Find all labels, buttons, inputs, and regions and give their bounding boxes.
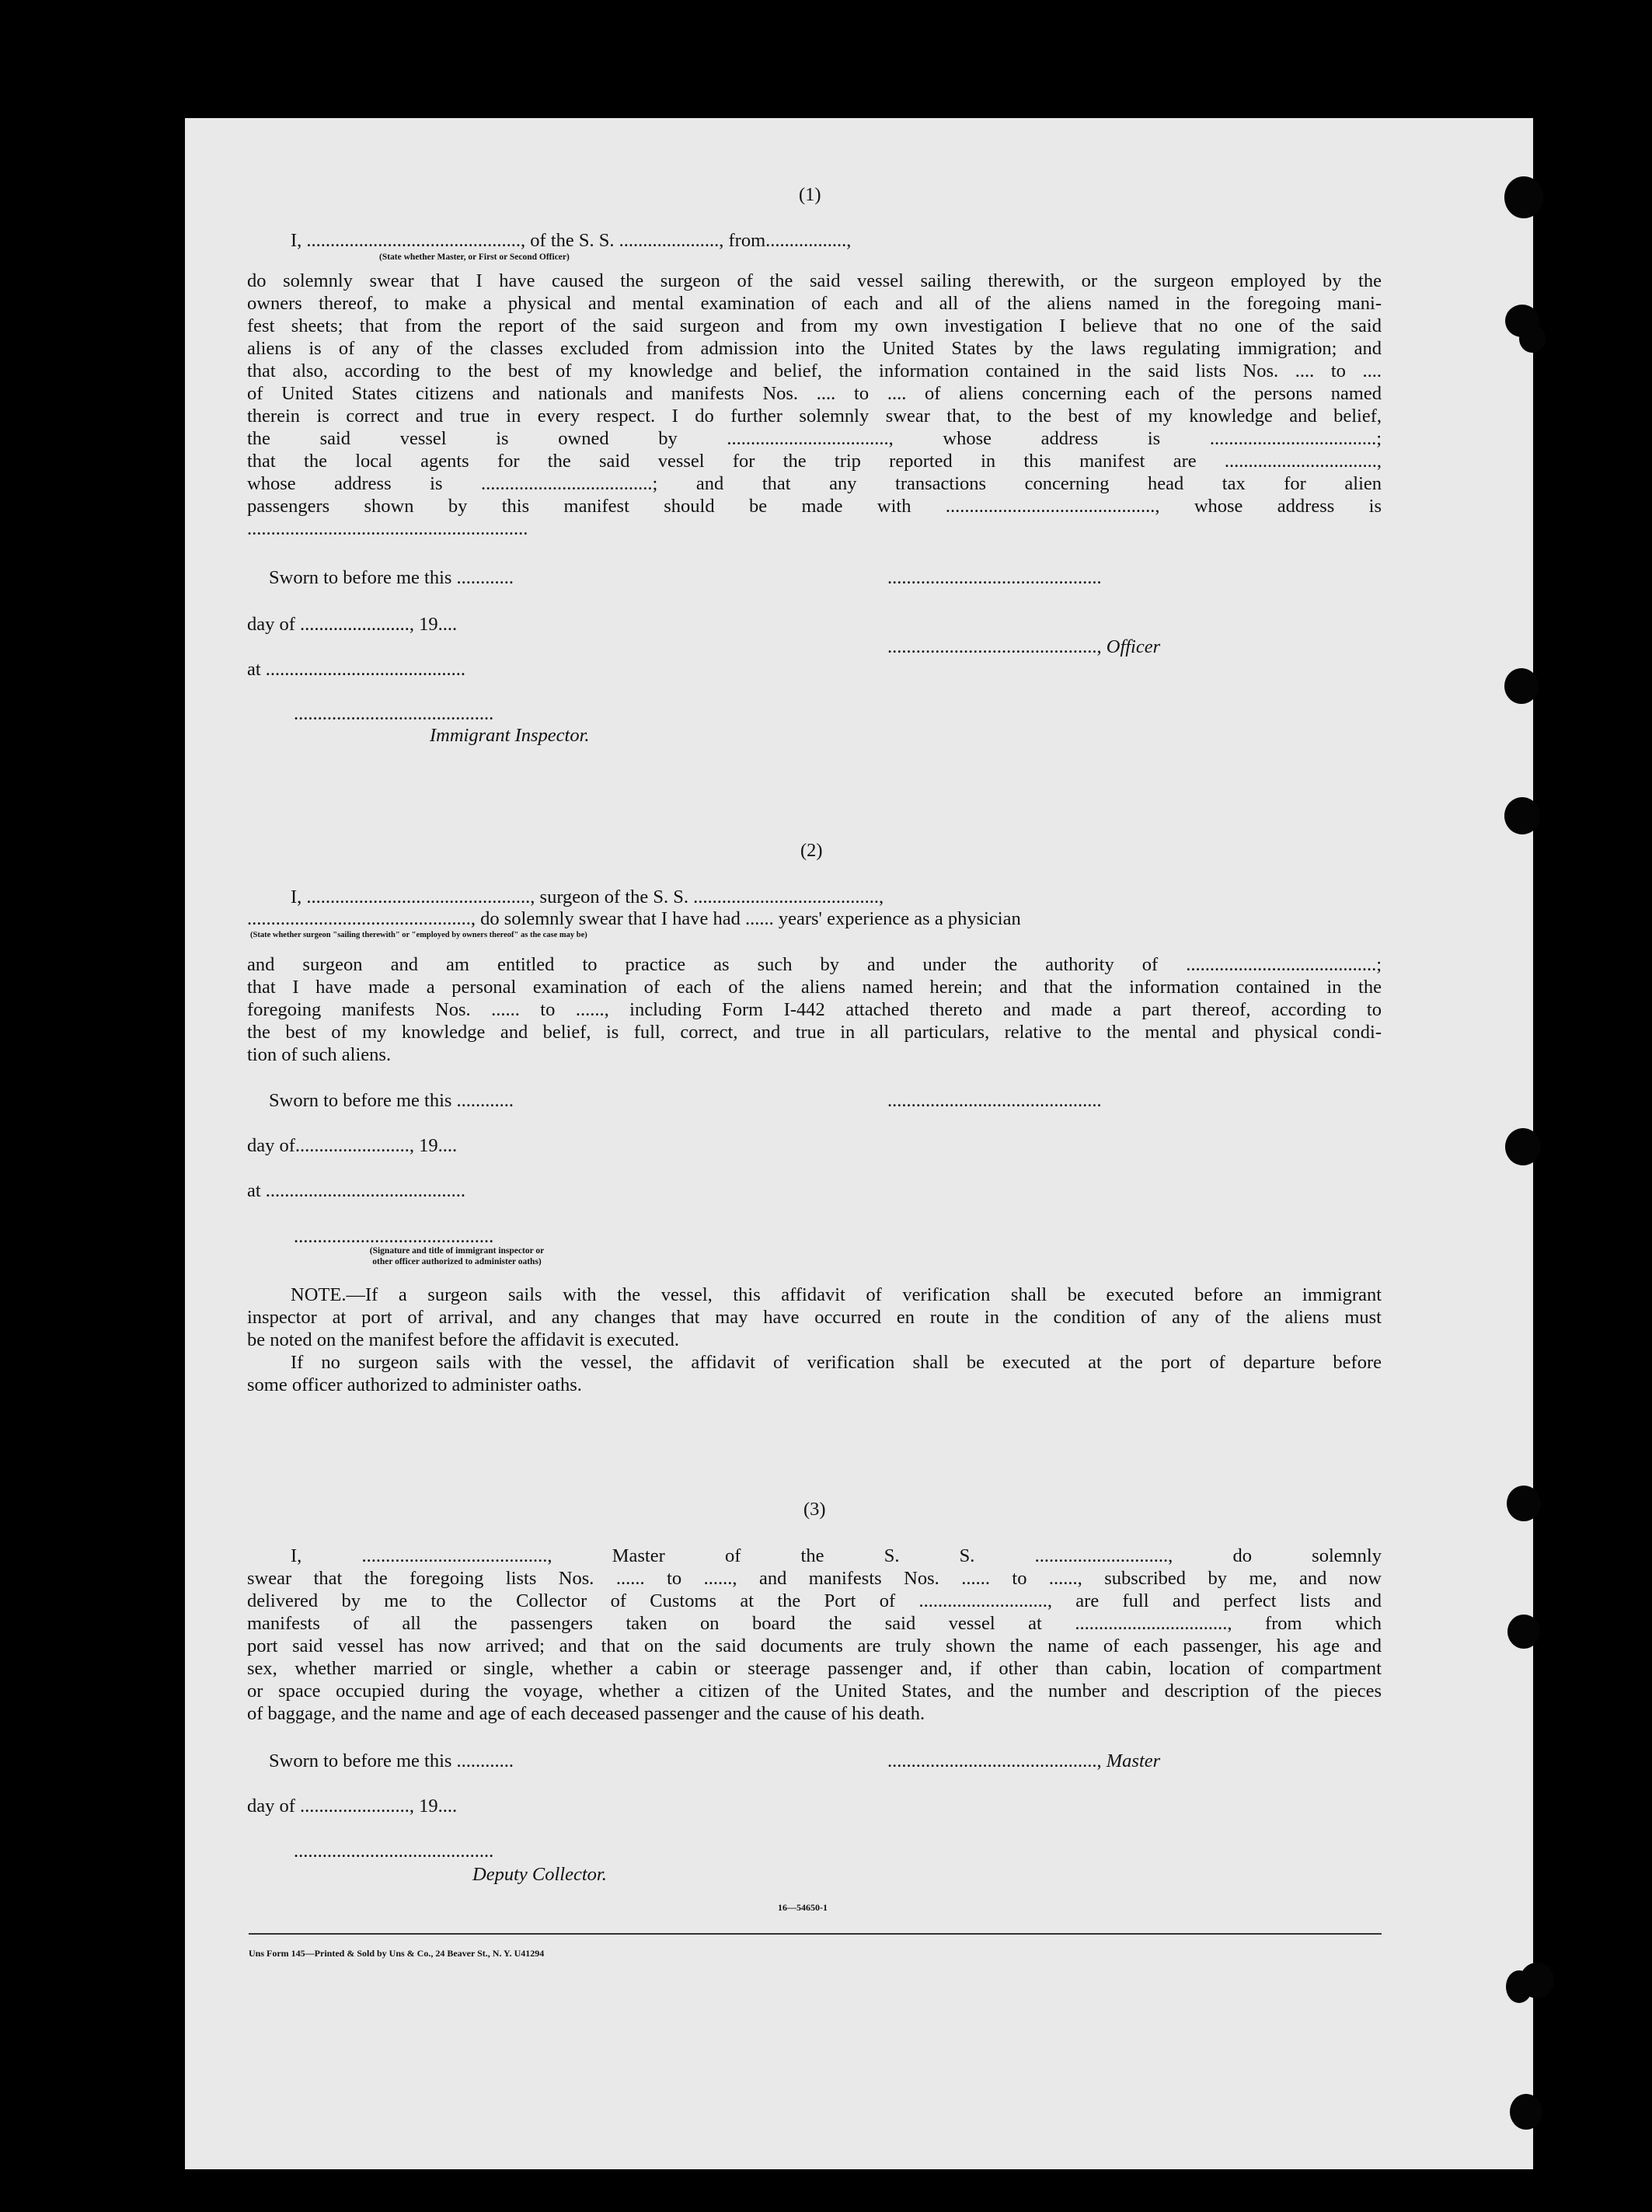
section-1-number: (1) (799, 184, 821, 205)
punch-hole (1507, 1486, 1541, 1521)
body-line: aliens is of any of the classes excluded from admission into the United States by the laws regulating immigration; and (247, 338, 1382, 359)
note-line: be noted on the manifest before the affidavit is executed. (247, 1329, 680, 1350)
body-line: that also, according to the best of my knowledge and belief, the information contained in the said lists Nos. .... to .... (247, 361, 1382, 381)
note-line: inspector at port of arrival, and any changes that may have occurred en route in the condition of any of the aliens must (247, 1307, 1382, 1328)
body-line: the best of my knowledge and belief, is full, correct, and true in all particulars, relative to the mental and physical condi- (247, 1022, 1382, 1043)
punch-hole (1519, 325, 1546, 353)
section-2-inspector-line: .......................................... (294, 1226, 494, 1247)
body-line: or space occupied during the voyage, whether a citizen of the United States, and the number and description of the pieces (247, 1681, 1382, 1702)
footer-rule (249, 1933, 1382, 1935)
officer-label: Officer (1106, 636, 1161, 657)
section-1-body (247, 270, 1382, 540)
body-line: sex, whether married or single, whether a cabin or steerage passenger and, if other than cabin, location of compartment (247, 1658, 1382, 1679)
section-2-day-of: day of........................, 19.... (247, 1135, 458, 1156)
section-3-collector-line: .......................................... (294, 1841, 494, 1862)
immigrant-inspector-label: Immigrant Inspector. (430, 725, 590, 746)
body-line: swear that the foregoing lists Nos. ...... to ......, and manifests Nos. ...... to ......, subscribed by me, and now (247, 1568, 1382, 1589)
form-page (185, 118, 1533, 2169)
body-line: that the local agents for the said vessel for the trip reported in this manifest are ................................, (247, 451, 1382, 472)
section-3-day-of: day of ......................., 19.... (247, 1796, 458, 1817)
body-line: manifests of all the passengers taken on board the said vessel at ................................, from which (247, 1613, 1382, 1634)
section-1-at: at .......................................... (247, 659, 466, 680)
section-3-body (247, 1545, 1382, 1725)
printer-footer: Uns Form 145—Printed & Sold by Uns & Co., 24 Beaver St., N. Y. U41294 (249, 1948, 545, 1959)
body-line: tion of such aliens. (247, 1044, 392, 1065)
body-line: passengers shown by this manifest should be made with ............................................, whose address is (247, 496, 1382, 517)
section-3-master-line: ............................................, Master (887, 1750, 1161, 1771)
deputy-collector-label: Deputy Collector. (472, 1864, 607, 1885)
body-line: ........................................................... (247, 518, 528, 539)
body-line: whose address is ....................................; and that any transactions concerning head tax for alien (247, 473, 1382, 494)
section-2-note-block (247, 1284, 1382, 1396)
section-2-signature-caption: (Signature and title of immigrant inspector or other officer authorized to administer oaths) (369, 1246, 545, 1266)
section-2-at: at .......................................... (247, 1180, 466, 1201)
punch-hole (1507, 1615, 1540, 1649)
body-line: the said vessel is owned by .................................., whose address is ...................................; (247, 428, 1382, 449)
punch-hole (1504, 668, 1539, 704)
form-code: 16—54650-1 (778, 1902, 828, 1913)
section-1-rank-note: (State whether Master, or First or Second Officer) (379, 253, 570, 262)
master-label: Master (1106, 1750, 1161, 1771)
body-line: of baggage, and the name and age of each deceased passenger and the cause of his death. (247, 1703, 925, 1724)
note-line: NOTE.—If a surgeon sails with the vessel, this affidavit of verification shall be executed before an immigrant (291, 1284, 1382, 1305)
section-1-signature-line: ............................................. (887, 567, 1102, 588)
body-line: of United States citizens and nationals and manifests Nos. .... to .... of aliens concerning each of the persons named (247, 383, 1382, 404)
body-line: that I have made a personal examination of each of the aliens named herein; and that the information contained in the (247, 977, 1382, 998)
body-line: therein is correct and true in every respect. I do further solemnly swear that, to the best of my knowledge and belief, (247, 406, 1382, 427)
punch-hole (1505, 1128, 1541, 1165)
punch-hole (1506, 1970, 1532, 2003)
punch-hole (1504, 797, 1540, 834)
body-line: port said vessel has now arrived; and that on the said documents are truly shown the name of each passenger, his age and (247, 1635, 1382, 1656)
section-1-inspector-line: .......................................... (294, 703, 494, 724)
section-2-second-line: ..............................................., do solemnly swear that I have had ...... years' experience as a physician (247, 908, 1021, 929)
section-2-body (247, 953, 1382, 1066)
body-line: owners thereof, to make a physical and mental examination of each and all of the aliens named in the foregoing mani- (247, 293, 1382, 314)
section-3-number: (3) (803, 1499, 826, 1520)
body-line: do solemnly swear that I have caused the surgeon of the said vessel sailing therewith, or the surgeon employed by the (247, 270, 1382, 291)
section-1-officer-line: ............................................, Officer (887, 636, 1161, 657)
punch-hole (1504, 176, 1543, 218)
body-line: fest sheets; that from the report of the said surgeon and from my own investigation I believe that no one of the said (247, 315, 1382, 336)
body-line: delivered by me to the Collector of Customs at the Port of ..........................., are full and perfect lists and (247, 1590, 1382, 1611)
punch-hole (1510, 2094, 1542, 2130)
body-line: and surgeon and am entitled to practice as such by and under the authority of ........................................; (247, 954, 1382, 975)
section-2-number: (2) (800, 840, 823, 861)
section-1-first-line: I, ............................................., of the S. S. ....................., from................., (291, 230, 852, 251)
section-2-sworn: Sworn to before me this ............ (269, 1090, 514, 1111)
section-1-day-of: day of ......................., 19.... (247, 614, 458, 635)
section-2-first-line: I, ..............................................., surgeon of the S. S. ......................................., (291, 887, 884, 907)
section-1-sworn: Sworn to before me this ............ (269, 567, 514, 588)
section-3-sworn: Sworn to before me this ............ (269, 1750, 514, 1771)
note-line: some officer authorized to administer oaths. (247, 1374, 582, 1395)
body-line: I, ......................................., Master of the S. S. ............................, do solemnly (291, 1545, 1382, 1566)
section-2-signature-line: ............................................. (887, 1090, 1102, 1111)
body-line: foregoing manifests Nos. ...... to ......, including Form I-442 attached thereto and made a part thereof, according to (247, 999, 1382, 1020)
section-2-surgeon-note: (State whether surgeon "sailing therewith" or "employed by owners thereof" as the case may be) (250, 931, 587, 939)
note-line: If no surgeon sails with the vessel, the affidavit of verification shall be executed at the port of departure before (291, 1352, 1382, 1373)
